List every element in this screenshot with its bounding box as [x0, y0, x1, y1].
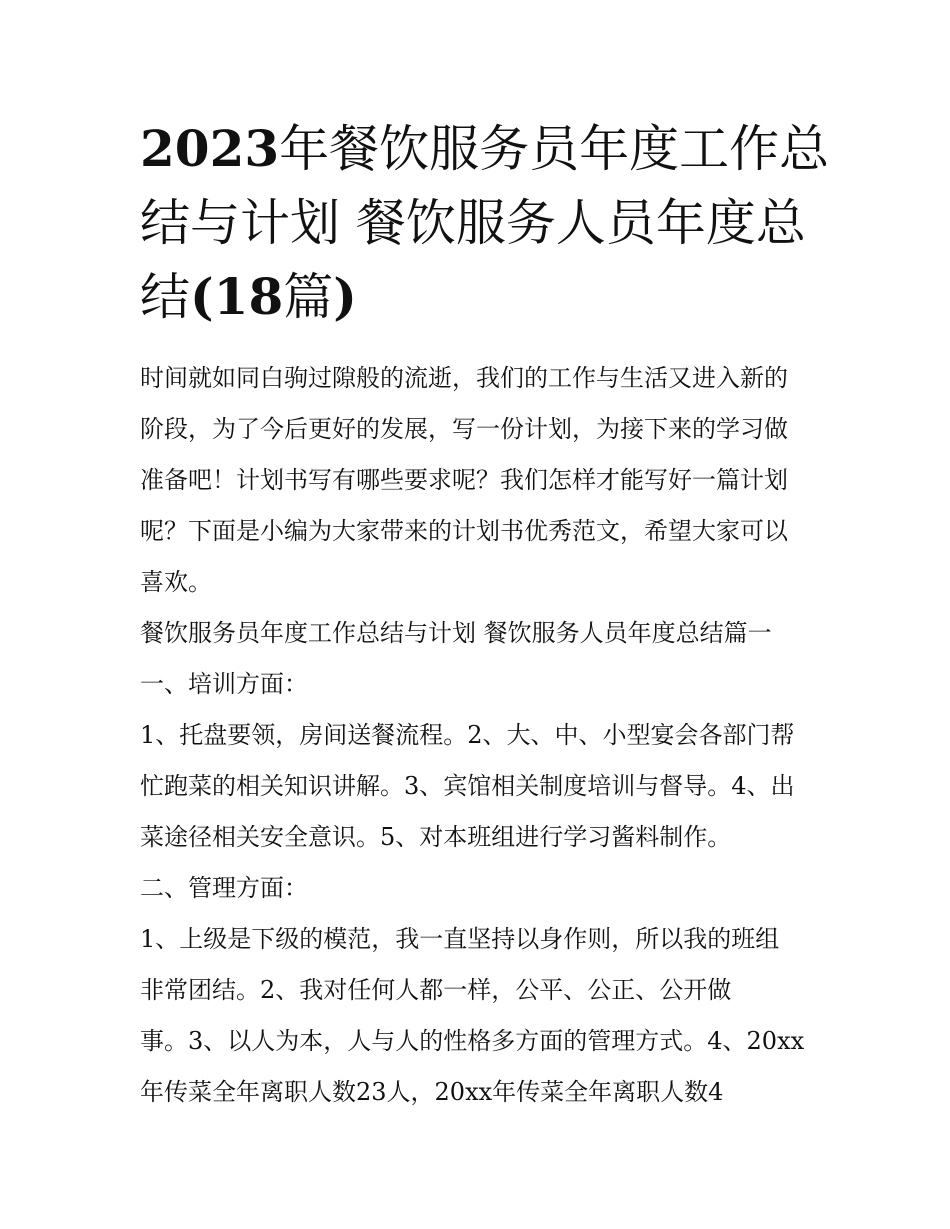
- title-line-1: [140, 112, 830, 186]
- intro-line: 时间就如同白驹过隙般的流逝，我们的工作与生活又进入新的: [140, 364, 788, 392]
- part1-line: 菜途径相关安全意识。5、对本班组进行学习酱料制作。: [140, 823, 732, 851]
- title-year: 2023: [140, 119, 280, 178]
- part1-heading: 一、培训方面：: [140, 670, 308, 698]
- part2-line: 非常团结。2、我对任何人都一样，公平、公正、公开做: [140, 976, 732, 1004]
- part1-line: 1、托盘要领，房间送餐流程。2、大、中、小型宴会各部门帮: [140, 721, 795, 749]
- intro-line: 呢？下面是小编为大家带来的计划书优秀范文，希望大家可以: [140, 517, 788, 545]
- title-line-3-text: 结: [140, 268, 190, 326]
- part2-line: 年传菜全年离职人数23人，20xx年传菜全年离职人数4: [140, 1078, 724, 1106]
- title-line-1-text: 年餐饮服务员年度工作总: [279, 120, 830, 178]
- intro-line: 准备吧！计划书写有哪些要求呢？我们怎样才能写好一篇计划: [140, 466, 788, 494]
- title-line-2-text: 结与计划 餐饮服务人员年度总: [140, 194, 806, 252]
- title-count-open: (18: [190, 267, 284, 326]
- intro-line: 阶段，为了今后更好的发展，写一份计划，为接下来的学习做: [140, 415, 788, 443]
- part2-line: 事。3、以人为本，人与人的性格多方面的管理方式。4、20xx: [140, 1027, 805, 1055]
- title-line-2: [140, 186, 820, 260]
- title-line-3: [140, 260, 820, 334]
- part2-line: 1、上级是下级的模范，我一直坚持以身作则，所以我的班组: [140, 925, 780, 953]
- part1-line: 忙跑菜的相关知识讲解。3、宾馆相关制度培训与督导。4、出: [140, 772, 795, 800]
- title-count-unit: 篇: [283, 268, 334, 326]
- title-count-close: ): [333, 267, 357, 326]
- document-body: [140, 353, 820, 1118]
- document-title: [140, 112, 830, 334]
- intro-line: 喜欢。: [140, 568, 212, 596]
- section-heading: 餐饮服务员年度工作总结与计划 餐饮服务人员年度总结篇一: [140, 619, 772, 647]
- part2-heading: 二、管理方面：: [140, 874, 308, 902]
